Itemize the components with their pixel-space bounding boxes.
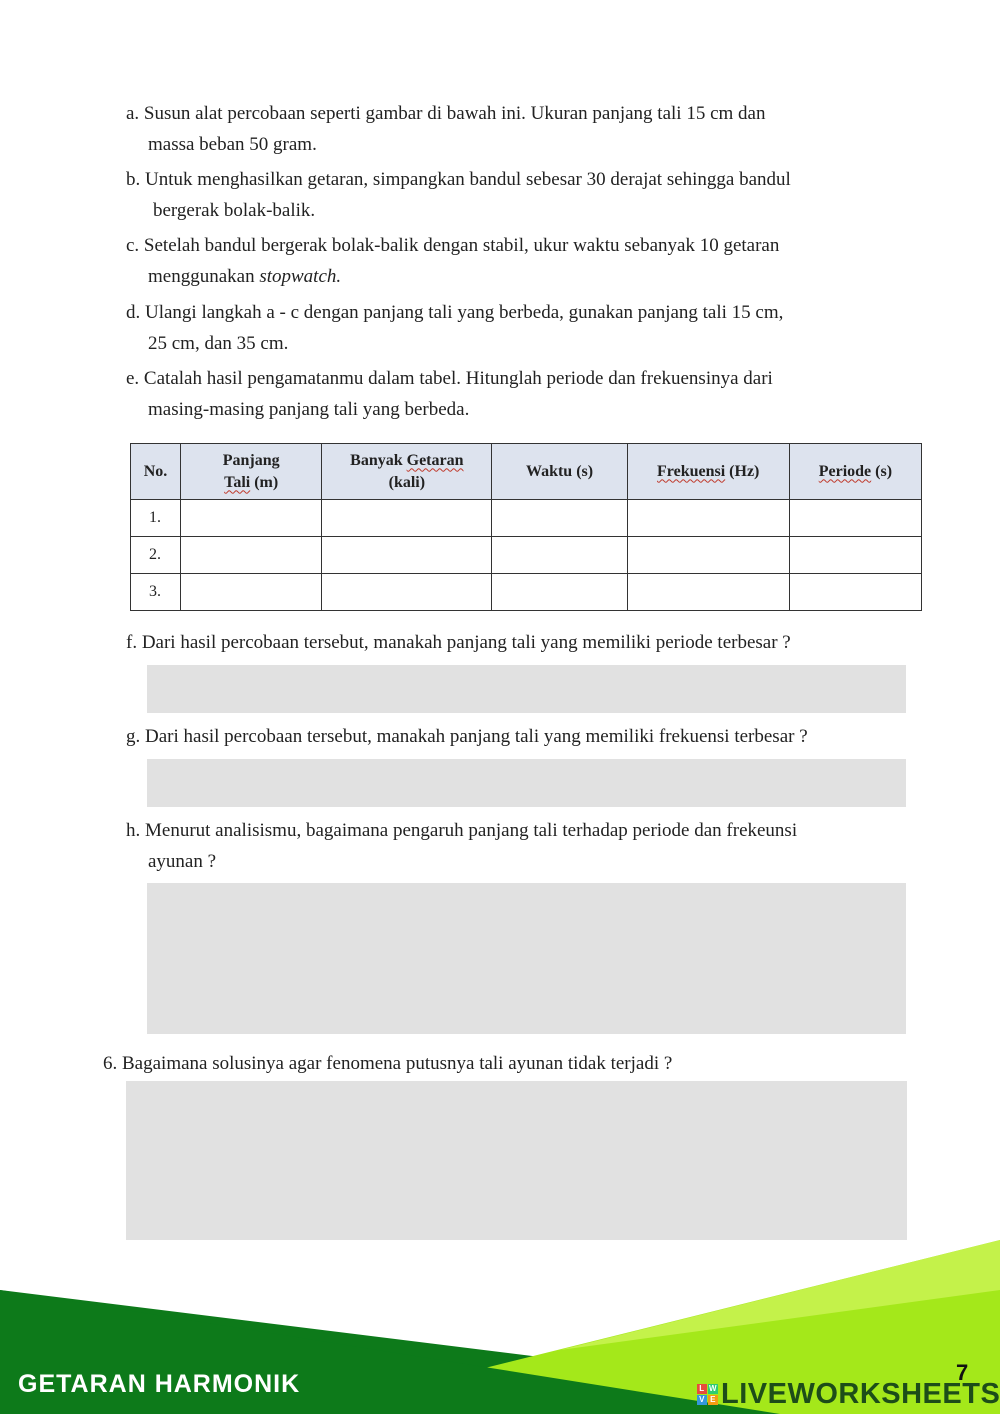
step-c	[126, 230, 926, 292]
cell-frekuensi[interactable]	[627, 574, 789, 611]
question-h-line2: ayunan ?	[148, 851, 217, 872]
step-c-line2: menggunakan	[148, 266, 255, 287]
step-d	[126, 297, 926, 359]
table-row	[131, 500, 922, 537]
step-b-line2: bergerak bolak-balik.	[153, 200, 316, 221]
header-frekuensi: Frekuensi (Hz)	[627, 444, 789, 500]
header-banyak-getaran: Banyak Getaran (kali)	[322, 444, 492, 500]
step-b-line1: b. Untuk menghasilkan getaran, simpangkan bandul sebesar 30 derajat sehingga bandul	[126, 169, 791, 190]
cell-waktu[interactable]	[492, 574, 627, 611]
cell-panjang-tali[interactable]	[181, 574, 322, 611]
table-row	[131, 537, 922, 574]
row-number: 2.	[131, 537, 181, 574]
step-a-line2: massa beban 50 gram.	[148, 134, 317, 155]
answer-input-h[interactable]	[147, 883, 906, 1034]
cell-banyak-getaran[interactable]	[322, 500, 492, 537]
cell-banyak-getaran[interactable]	[322, 574, 492, 611]
step-d-line2: 25 cm, dan 35 cm.	[148, 333, 289, 354]
cell-frekuensi[interactable]	[627, 537, 789, 574]
question-f: f. Dari hasil percobaan tersebut, manakah panjang tali yang memiliki periode terbesar ?	[126, 632, 791, 653]
row-number: 1.	[131, 500, 181, 537]
step-e-line1: e. Catalah hasil pengamatanmu dalam tabel. Hitunglah periode dan frekuensinya dari	[126, 368, 773, 389]
answer-input-f[interactable]	[147, 665, 906, 713]
answer-box-h[interactable]	[147, 883, 906, 1034]
cell-waktu[interactable]	[492, 537, 627, 574]
liveworksheets-logo-icon: L W V E	[697, 1384, 718, 1405]
stopwatch-term: stopwatch.	[259, 266, 342, 287]
step-d-line1: d. Ulangi langkah a - c dengan panjang tali yang berbeda, gunakan panjang tali 15 cm,	[126, 302, 784, 323]
header-periode: Periode (s)	[789, 444, 921, 500]
step-c-line1: c. Setelah bandul bergerak bolak-balik dengan stabil, ukur waktu sebanyak 10 getaran	[126, 235, 780, 256]
answer-box-6[interactable]	[126, 1081, 907, 1240]
question-6: 6. Bagaimana solusinya agar fenomena putusnya tali ayunan tidak terjadi ?	[103, 1053, 673, 1074]
cell-frekuensi[interactable]	[627, 500, 789, 537]
question-g: g. Dari hasil percobaan tersebut, manakah panjang tali yang memiliki frekuensi terbesar ?	[126, 726, 808, 747]
observation-table	[130, 443, 922, 611]
table-row	[131, 574, 922, 611]
liveworksheets-logo-text: LIVEWORKSHEETS	[721, 1378, 1000, 1410]
step-e-line2: masing-masing panjang tali yang berbeda.	[148, 399, 470, 420]
page-number: 7	[956, 1360, 969, 1385]
answer-box-f[interactable]	[147, 665, 906, 713]
answer-input-g[interactable]	[147, 759, 906, 807]
step-a	[126, 98, 926, 160]
cell-periode[interactable]	[789, 500, 921, 537]
answer-box-g[interactable]	[147, 759, 906, 807]
cell-periode[interactable]	[789, 574, 921, 611]
footer-title: GETARAN HARMONIK	[18, 1370, 301, 1398]
question-h-line1: h. Menurut analisismu, bagaimana pengaruh panjang tali terhadap periode dan frekeunsi	[126, 820, 798, 841]
step-a-line1: a. Susun alat percobaan seperti gambar di bawah ini. Ukuran panjang tali 15 cm dan	[126, 103, 766, 124]
liveworksheets-logo[interactable]	[697, 1378, 1000, 1411]
table-header-row	[131, 444, 922, 500]
cell-banyak-getaran[interactable]	[322, 537, 492, 574]
row-number: 3.	[131, 574, 181, 611]
question-h	[126, 815, 926, 877]
header-panjang-tali: Panjang Tali (m)	[181, 444, 322, 500]
cell-panjang-tali[interactable]	[181, 537, 322, 574]
answer-input-6[interactable]	[126, 1081, 907, 1240]
step-e	[126, 363, 926, 425]
header-no: No.	[131, 444, 181, 500]
cell-panjang-tali[interactable]	[181, 500, 322, 537]
cell-periode[interactable]	[789, 537, 921, 574]
cell-waktu[interactable]	[492, 500, 627, 537]
header-waktu: Waktu (s)	[492, 444, 627, 500]
step-b	[126, 164, 926, 226]
